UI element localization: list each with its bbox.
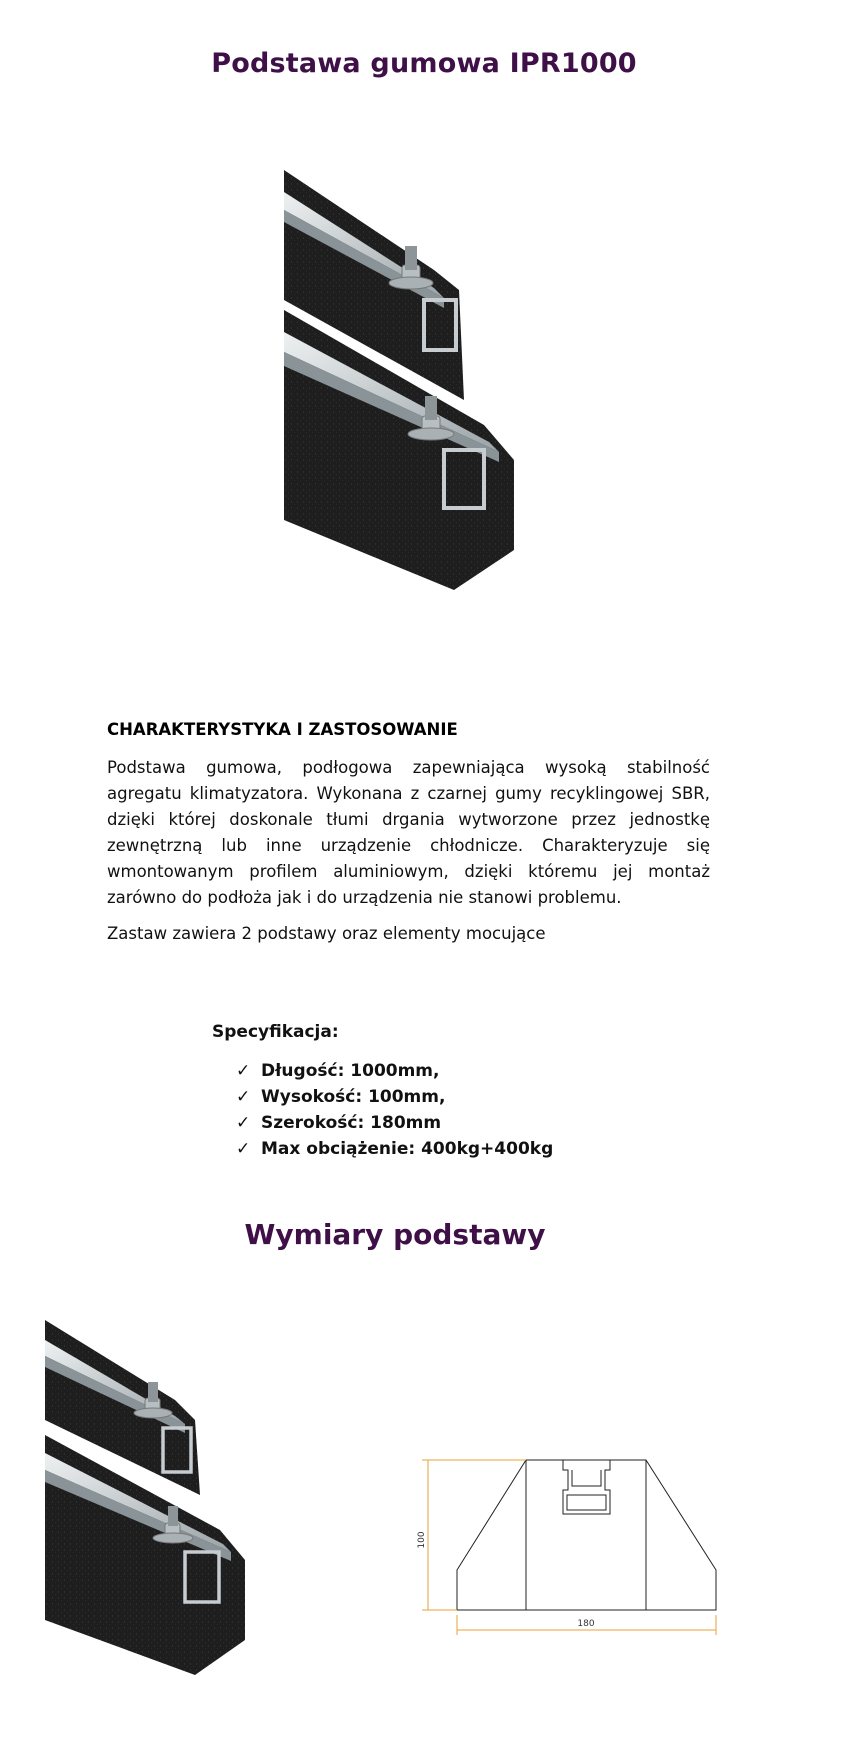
product-photo bbox=[284, 170, 544, 650]
height-dimension-label: 100 bbox=[417, 1531, 427, 1549]
width-dimension-label: 180 bbox=[577, 1619, 595, 1629]
checkmark-icon: ✓ bbox=[236, 1061, 251, 1081]
section-heading: CHARAKTERYSTYKA I ZASTOSOWANIE bbox=[107, 720, 458, 739]
spec-text: Szerokość: 180mm bbox=[261, 1113, 442, 1133]
spec-text: Długość: 1000mm, bbox=[261, 1061, 440, 1081]
spec-title: Specyfikacja: bbox=[212, 1022, 339, 1042]
product-photo-small bbox=[45, 1320, 265, 1728]
spec-text: Max obciążenie: 400kg+400kg bbox=[261, 1139, 554, 1159]
checkmark-icon: ✓ bbox=[236, 1113, 251, 1133]
checkmark-icon: ✓ bbox=[236, 1087, 251, 1107]
set-note: Zastaw zawiera 2 podstawy oraz elementy mocujące bbox=[107, 924, 546, 943]
spec-text: Wysokość: 100mm, bbox=[261, 1087, 446, 1107]
dimensions-title: Wymiary podstawy bbox=[244, 1218, 546, 1251]
spec-item bbox=[236, 1136, 553, 1162]
spec-item bbox=[236, 1110, 553, 1136]
checkmark-icon: ✓ bbox=[236, 1139, 251, 1159]
spec-list bbox=[236, 1058, 553, 1162]
product-description: Podstawa gumowa, podłogowa zapewniająca wysoką stabilność agregatu klimatyzatora. Wykonana z czarnej gumy recyklingowej SBR, dzięki której doskonale tłumi drgania wytworzone przez jednostkę zewnętrzną lub inne urządzenie chłodnicze. Charakteryzuje się wmontowanym profilem aluminiowym, dzięki któremu jej montaż zarówno do podłoża jak i do urządzenia nie stanowi problemu. bbox=[107, 758, 710, 907]
dimension-drawing bbox=[410, 1440, 750, 1660]
spec-item bbox=[236, 1058, 553, 1084]
spec-item bbox=[236, 1084, 553, 1110]
page-title: Podstawa gumowa IPR1000 bbox=[211, 48, 637, 79]
